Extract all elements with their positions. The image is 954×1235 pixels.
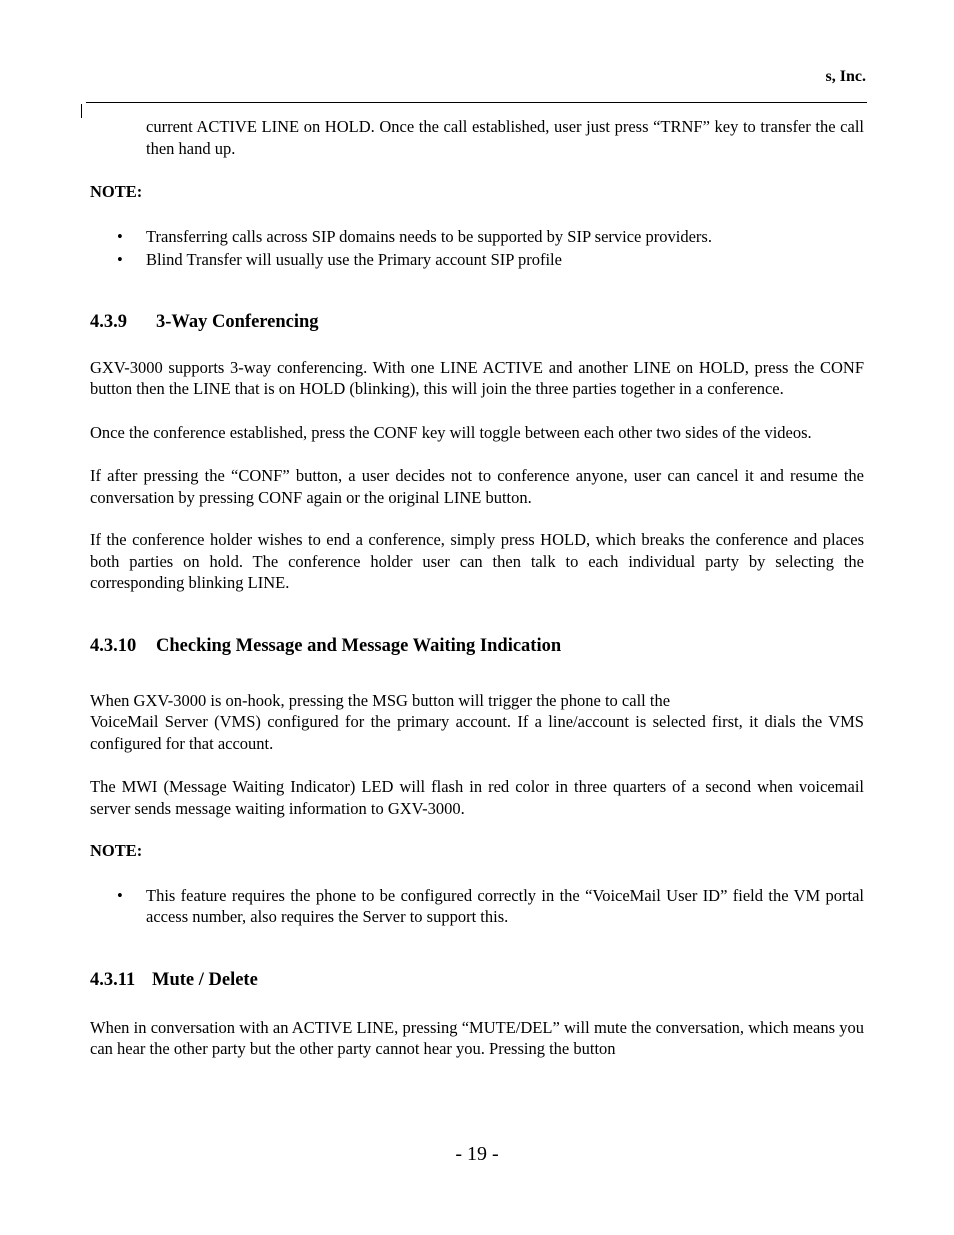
conf-paragraph-4: If the conference holder wishes to end a conference, simply press HOLD, which breaks the conference and places both parties on hold. The conference holder user can then talk to each individual party by selecting the corresponding blinking LINE. (90, 530, 864, 592)
conf-paragraph-2: Once the conference established, press the CONF key will toggle between each other two sides of the videos. (90, 422, 812, 442)
msg-paragraph-1: VoiceMail Server (VMS) configured for the primary account. If a line/account is selected first, it dials the VMS configured for that account. (90, 712, 864, 753)
note-list (90, 226, 864, 271)
msg-paragraph-1-line-1: When GXV-3000 is on-hook, pressing the MSG button will trigger the phone to call the (90, 690, 671, 710)
page-body (90, 116, 864, 1060)
bullet-icon: • (117, 226, 123, 246)
note-label: NOTE: (90, 182, 143, 201)
section-heading-msg: 4.3.10 Checking Message and Message Waiting Indication (90, 635, 562, 656)
list-item: • This feature requires the phone to be configured correctly in the “VoiceMail User ID” field the VM portal access number, also requires the Server to support this. (117, 885, 864, 926)
header-company: s, Inc. (825, 68, 866, 85)
intro-continuation: current ACTIVE LINE on HOLD. Once the call established, user just press “TRNF” key to transfer the call then hand up. (146, 117, 864, 158)
note-list (90, 885, 864, 928)
list-item: • Transferring calls across SIP domains needs to be supported by SIP service providers. (117, 226, 712, 246)
page-number: - 19 - (455, 1143, 499, 1165)
msg-paragraph-2: The MWI (Message Waiting Indicator) LED will flash in red color in three quarters of a second when voicemail server sends message waiting information to GXV-3000. (90, 777, 864, 818)
mute-paragraph-1: When in conversation with an ACTIVE LINE, pressing “MUTE/DEL” will mute the conversation, which means you can hear the other party but the other party cannot hear you. Pressing the button (90, 1017, 864, 1058)
bullet-icon: • (117, 250, 123, 269)
header-rule (86, 102, 867, 103)
bullet-icon: • (117, 885, 123, 905)
note-label: NOTE: (90, 841, 143, 860)
section-heading-mute: 4.3.11 Mute / Delete (90, 969, 258, 990)
conf-paragraph-3: If after pressing the “CONF” button, a user decides not to conference anyone, user can cancel it and resume the conversation by pressing CONF again or the original LINE button. (90, 466, 864, 507)
conf-paragraph-1: GXV-3000 supports 3-way conferencing. With one LINE ACTIVE and another LINE on HOLD, press the CONF button then the LINE that is on HOLD (blinking), this will join the three parties together in a conference. (90, 357, 864, 398)
change-bar (81, 104, 82, 118)
list-item: • Blind Transfer will usually use the Primary account SIP profile (117, 250, 562, 269)
section-heading-conf: 4.3.9 3-Way Conferencing (90, 311, 319, 332)
